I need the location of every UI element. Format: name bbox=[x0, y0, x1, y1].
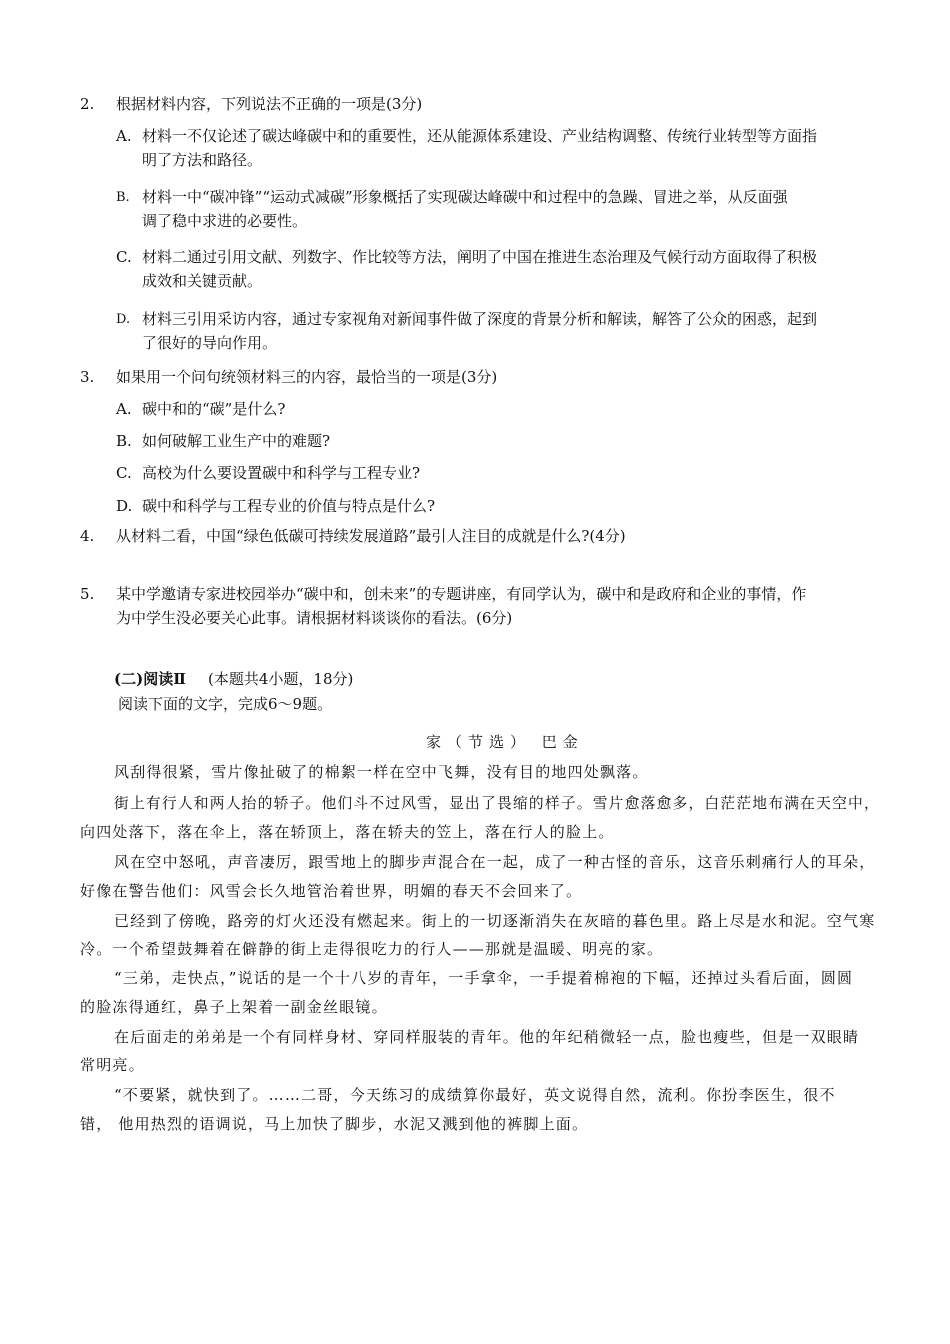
passage-title: 家（节选） 巴金 bbox=[426, 733, 584, 751]
q3-option-d-label: D. bbox=[116, 497, 133, 515]
passage-p6-line2: 常明亮。 bbox=[80, 1056, 145, 1074]
q3-option-c-text: 高校为什么要设置碳中和科学与工程专业? bbox=[142, 464, 421, 482]
passage-p5-line1: “三弟，走快点，”说话的是一个十八岁的青年，一手拿伞，一手提着棉袍的下幅，还掉过头看后面，圆圆 bbox=[114, 969, 854, 987]
q2-option-c-line2: 成效和关键贡献。 bbox=[142, 272, 263, 290]
q5-line2: 为中学生没必要关心此事。请根据材料谈谈你的看法。(6分) bbox=[116, 609, 513, 627]
q3-stem: 如果用一个问句统领材料三的内容，最恰当的一项是(3分) bbox=[116, 368, 498, 386]
passage-p7-line2: 错， 他用热烈的语调说，马上加快了脚步，水泥又溅到他的裤脚上面。 bbox=[80, 1115, 589, 1133]
q5-number: 5. bbox=[80, 585, 95, 603]
q3-option-a-label: A. bbox=[116, 400, 132, 418]
passage-p5-line2: 的脸冻得通红，鼻子上架着一副金丝眼镜。 bbox=[80, 998, 388, 1016]
q2-option-b-line1: 材料一中“碳冲锋”“运动式减碳”形象概括了实现碳达峰碳中和过程中的急躁、冒进之举，从反面强 bbox=[142, 188, 788, 206]
q2-number: 2. bbox=[80, 95, 95, 113]
q4-number: 4. bbox=[80, 527, 95, 545]
passage-p4-line2: 冷。一个希望鼓舞着在僻静的街上走得很吃力的行人——那就是温暖、明亮的家。 bbox=[80, 940, 664, 958]
q2-stem: 根据材料内容，下列说法不正确的一项是(3分) bbox=[116, 95, 423, 113]
q3-number: 3. bbox=[80, 368, 95, 386]
q3-option-b-label: B. bbox=[116, 432, 132, 450]
q5-line1: 某中学邀请专家进校园举办“碳中和，创未来”的专题讲座，有同学认为，碳中和是政府和企业的事情，作 bbox=[116, 585, 807, 603]
q2-option-b-line2: 调了稳中求进的必要性。 bbox=[142, 212, 308, 230]
q2-option-d-line1: 材料三引用采访内容，通过专家视角对新闻事件做了深度的背景分析和解读，解答了公众的困惑，起到 bbox=[142, 310, 818, 328]
q2-option-a-line2: 明了方法和路径。 bbox=[142, 151, 263, 169]
q3-option-a-text: 碳中和的“碳”是什么? bbox=[142, 400, 286, 418]
q3-option-d-text: 碳中和科学与工程专业的价值与特点是什么? bbox=[142, 497, 436, 515]
q2-option-c-line1: 材料二通过引用文献、列数字、作比较等方法，阐明了中国在推进生态治理及气候行动方面取得了积极 bbox=[142, 248, 818, 266]
q2-option-b-label: B. bbox=[116, 190, 130, 205]
q2-option-a-line1: 材料一不仅论述了碳达峰碳中和的重要性，还从能源体系建设、产业结构调整、传统行业转型等方面指 bbox=[142, 127, 818, 145]
passage-p7-line1: “不要紧，就快到了。……二哥，今天练习的成绩算你最好，英文说得自然，流利。你扮李医生，很不 bbox=[114, 1086, 836, 1104]
section2-heading-note: (本题共4小题，18分) bbox=[208, 670, 354, 688]
passage-p6-line1: 在后面走的弟弟是一个有同样身材、穿同样服装的青年。他的年纪稍微轻一点，脸也瘦些，但是一双眼睛 bbox=[114, 1028, 860, 1046]
section2-heading: (二)阅读Ⅱ bbox=[114, 670, 186, 688]
q2-option-d-label: D. bbox=[116, 312, 131, 327]
passage-p2-line2: 向四处落下，落在伞上，落在轿顶上，落在轿夫的笠上，落在行人的脸上。 bbox=[80, 823, 615, 841]
q2-option-a-label: A. bbox=[116, 127, 132, 145]
q3-option-b-text: 如何破解工业生产中的难题? bbox=[142, 432, 331, 450]
passage-p2-line1: 街上有行人和两人抬的轿子。他们斗不过风雪，显出了畏缩的样子。雪片愈落愈多，白茫茫地布满在天空中， bbox=[114, 794, 880, 812]
passage-p3-line2: 好像在警告他们：风雪会长久地管治着世界，明媚的春天不会回来了。 bbox=[80, 882, 583, 900]
q2-option-c-label: C. bbox=[116, 248, 132, 266]
passage-p4-line1: 已经到了傍晚，路旁的灯火还没有燃起来。街上的一切逐渐消失在灰暗的暮色里。路上尽是水和泥。空气寒 bbox=[114, 912, 876, 930]
q4-stem: 从材料二看，中国“绿色低碳可持续发展道路”最引人注目的成就是什么?(4分) bbox=[116, 527, 626, 545]
passage-p3-line1: 风在空中怒吼，声音凄厉，跟雪地上的脚步声混合在一起，成了一种古怪的音乐，这音乐刺痛行人的耳朵， bbox=[114, 853, 876, 871]
section2-instruction: 阅读下面的文字，完成6～9题。 bbox=[118, 695, 333, 713]
passage-p1-line1: 风刮得很紧，雪片像扯破了的棉絮一样在空中飞舞，没有目的地四处飘落。 bbox=[114, 763, 649, 781]
q2-option-d-line2: 了很好的导向作用。 bbox=[142, 334, 278, 352]
q3-option-c-label: C. bbox=[116, 464, 132, 482]
